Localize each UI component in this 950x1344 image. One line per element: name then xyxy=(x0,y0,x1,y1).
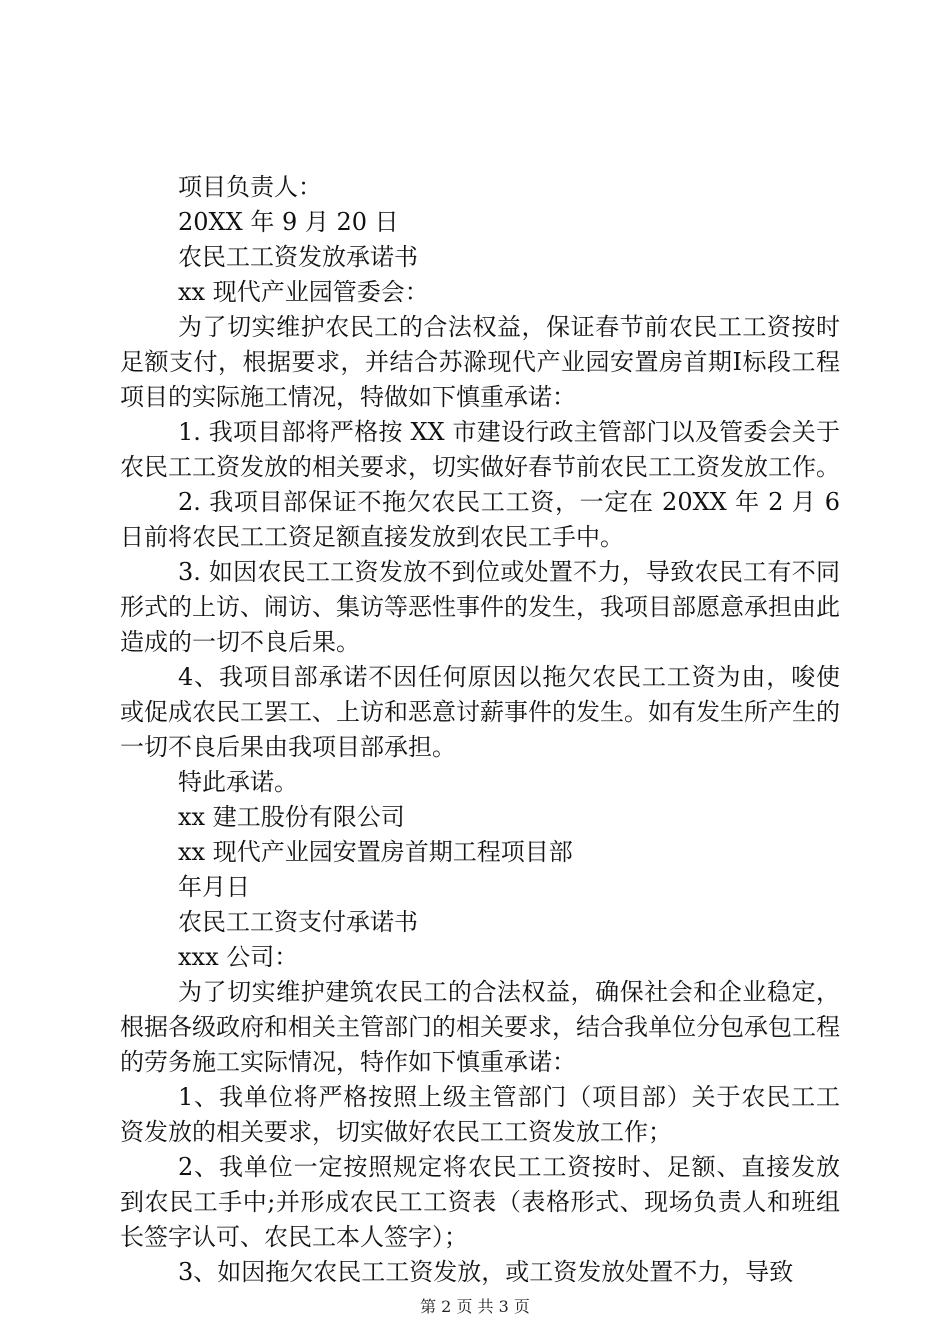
pledge-item: 1. 我项目部将严格按 XX 市建设行政主管部门以及管委会关于农民工工资发放的相关要求，切实做好春节前农民工工资发放工作。 xyxy=(120,418,840,481)
page-footer xyxy=(0,1296,950,1318)
pledge-item: 2、我单位一定按照规定将农民工工资按时、足额、直接发放到农民工手中;并形成农民工工资表（表格形式、现场负责人和班组长签字认可、农民工本人签字）； xyxy=(120,1153,840,1251)
pledge-item: 3、如因拖欠农民工工资发放，或工资发放处置不力，导致 xyxy=(178,1258,794,1286)
signatory-label: 项目负责人： xyxy=(178,173,322,201)
date-blank: 年月日 xyxy=(178,873,250,901)
section-title: 农民工工资发放承诺书 xyxy=(178,243,418,271)
pledge-item: 2. 我项目部保证不拖欠农民工工资，一定在 20XX 年 2 月 6 日前将农民工工资足额直接发放到农民工手中。 xyxy=(120,488,840,551)
addressee-line: xx 现代产业园管委会： xyxy=(178,278,429,306)
document-body xyxy=(120,170,840,1290)
addressee-line: xxx 公司： xyxy=(178,943,299,971)
section-title: 农民工工资支付承诺书 xyxy=(178,908,418,936)
body-paragraph: 为了切实维护建筑农民工的合法权益，确保社会和企业稳定，根据各级政府和相关主管部门的相关要求，结合我单位分包承包工程的劳务施工实际情况，特作如下慎重承诺： xyxy=(120,978,840,1076)
page-number: 第 2 页 共 3 页 xyxy=(420,1297,530,1316)
signatory-department: xx 现代产业园安置房首期工程项目部 xyxy=(178,838,573,866)
date-line: 20XX 年 9 月 20 日 xyxy=(178,208,399,236)
pledge-item: 3. 如因农民工工资发放不到位或处置不力，导致农民工有不同形式的上访、闹访、集访等恶性事件的发生，我项目部愿意承担由此造成的一切不良后果。 xyxy=(120,558,840,656)
closing-statement: 特此承诺。 xyxy=(178,768,298,796)
body-paragraph: 为了切实维护农民工的合法权益，保证春节前农民工工资按时足额支付，根据要求，并结合苏滁现代产业园安置房首期Ⅰ标段工程项目的实际施工情况，特做如下慎重承诺： xyxy=(120,313,840,411)
pledge-item: 4、我项目部承诺不因任何原因以拖欠农民工工资为由，唆使或促成农民工罢工、上访和恶意讨薪事件的发生。如有发生所产生的一切不良后果由我项目部承担。 xyxy=(120,663,840,761)
signatory-company: xx 建工股份有限公司 xyxy=(178,803,405,831)
pledge-item: 1、我单位将严格按照上级主管部门（项目部）关于农民工工资发放的相关要求，切实做好农民工工资发放工作； xyxy=(120,1083,840,1146)
